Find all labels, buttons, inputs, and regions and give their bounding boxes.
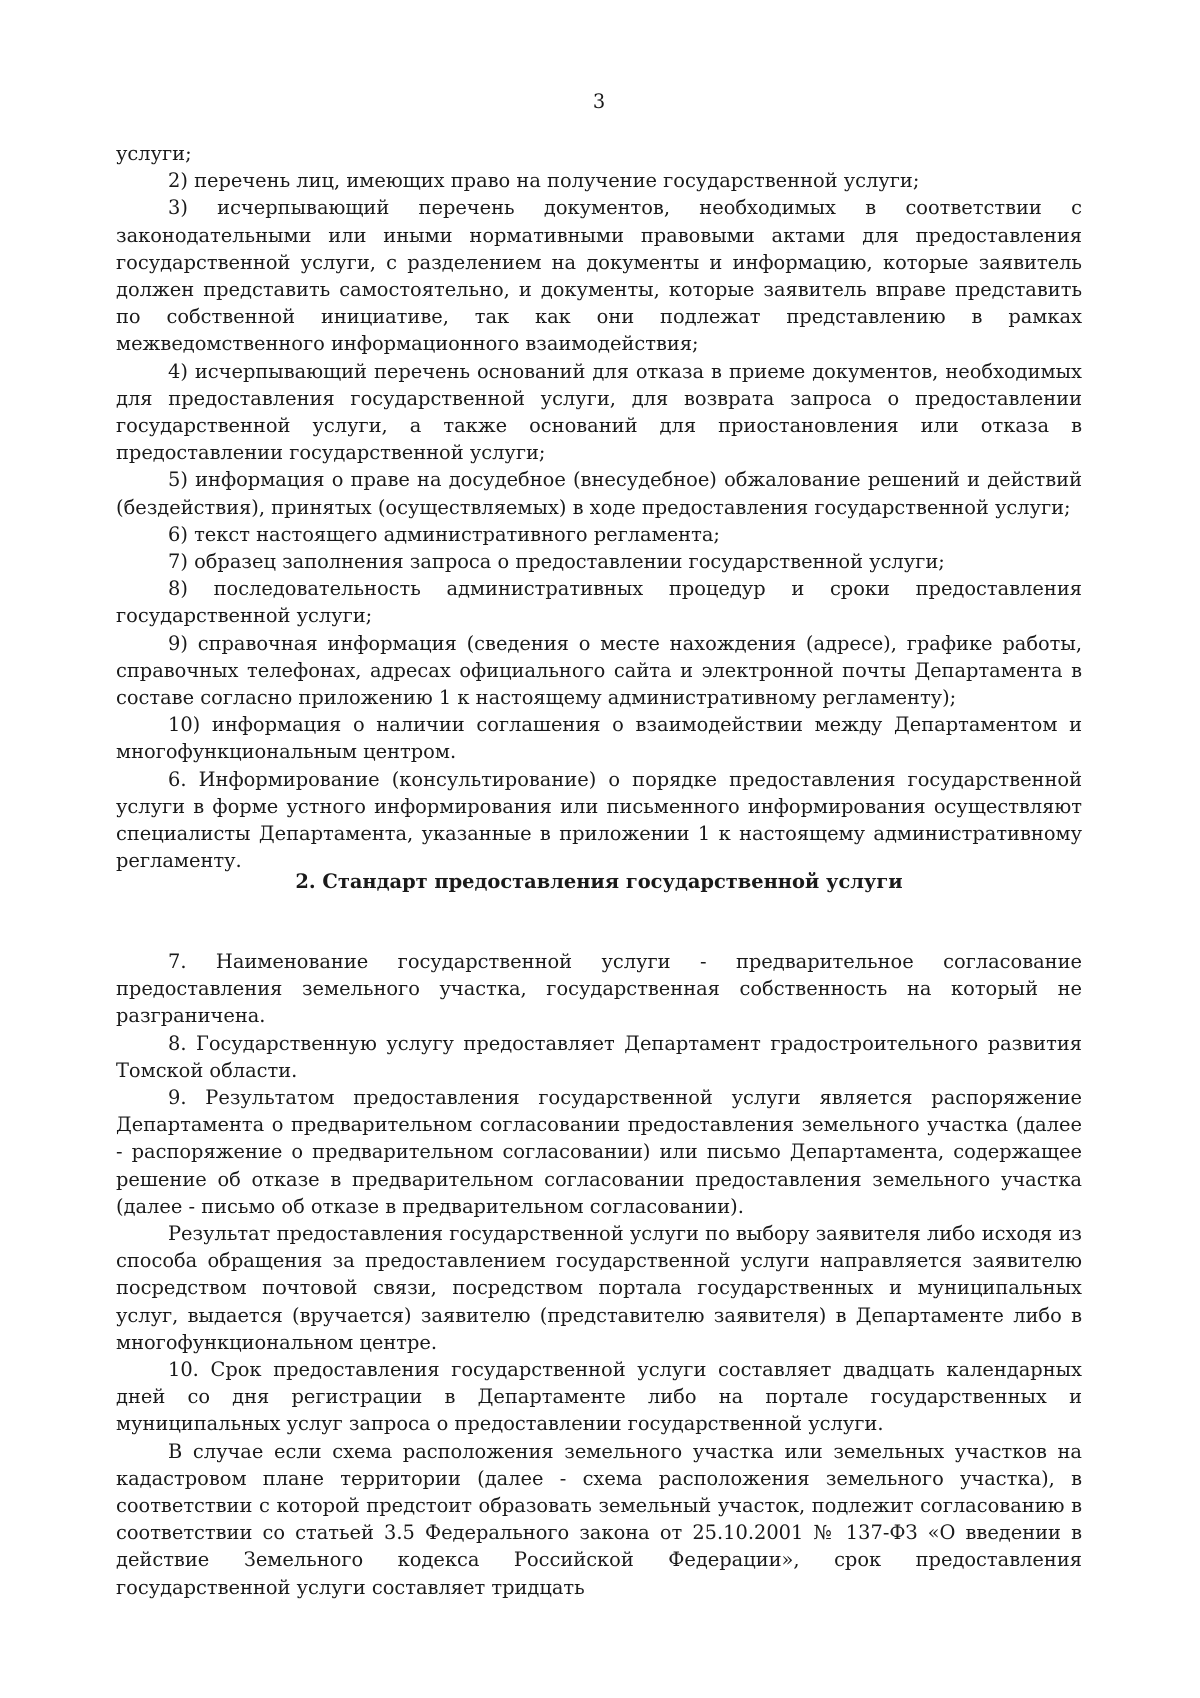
paragraph: Результат предоставления государственной услуги по выбору заявителя либо исходя из способа обращения за предоставлением государственной услуги направляется заявителю посредством почтовой связи, посредством портала государственных и муниципальных услуг, выдается (вручается) заявителю (представителю заявителя) в Департаменте либо в многофункциональном центре.: [116, 1222, 1082, 1354]
paragraph: 8. Государственную услугу предоставляет Департамент градостроительного развития Томской области.: [116, 1031, 1082, 1082]
paragraph: 4) исчерпывающий перечень оснований для отказа в приеме документов, необходимых для предоставления государственной услуги, для возврата запроса о предоставлении государственной услуги, а также оснований для приостановления или отказа в предоставлении государственной услуги;: [116, 359, 1082, 465]
bottom-text-block: [116, 948, 1082, 1601]
paragraph: 9. Результатом предоставления государственной услуги является распоряжение Департамента о предварительном согласовании предоставления земельного участка (далее - распоряжение о предварительном согласовании) или письмо Департамента, содержащее решение об отказе в предварительном согласовании предоставления земельного участка (далее - письмо об отказе в предварительном согласовании).: [116, 1086, 1082, 1218]
paragraph: 10. Срок предоставления государственной услуги составляет двадцать календарных дней со дня регистрации в Департаменте либо на портале государственных и муниципальных услуг запроса о предоставлении государственной услуги.: [116, 1358, 1082, 1436]
paragraph: 6. Информирование (консультирование) о порядке предоставления государственной услуги в форме устного информирования или письменного информирования осуществляют специалисты Департамента, указанные в приложении 1 к настоящему административному регламенту.: [116, 767, 1082, 873]
paragraph: 10) информация о наличии соглашения о взаимодействии между Департаментом и многофункциональным центром.: [116, 713, 1082, 764]
section-heading: 2. Стандарт предоставления государственной услуги: [295, 870, 903, 893]
paragraph: 3) исчерпывающий перечень документов, необходимых в соответствии с законодательными или иными нормативными правовыми актами для предоставления государственной услуги, с разделением на документы и информацию, которые заявитель должен представить самостоятельно, и документы, которые заявитель вправе представить по собственной инициативе, так как они подлежат представлению в рамках межведомственного информационного взаимодействия;: [116, 196, 1082, 356]
page-number: 3: [592, 90, 606, 113]
paragraph: 7. Наименование государственной услуги - предварительное согласование предоставления земельного участка, государственная собственность на который не разграничена.: [116, 950, 1082, 1028]
paragraph: 9) справочная информация (сведения о месте нахождения (адресе), графике работы, справочных телефонах, адресах официального сайта и электронной почты Департамента в составе согласно приложению 1 к настоящему административному регламенту);: [116, 631, 1082, 710]
paragraph: услуги;: [116, 142, 192, 165]
paragraph: 2) перечень лиц, имеющих право на получение государственной услуги;: [168, 169, 920, 193]
paragraph: 7) образец заполнения запроса о предоставлении государственной услуги;: [168, 550, 945, 574]
paragraph: В случае если схема расположения земельного участка или земельных участков на кадастровом плане территории (далее - схема расположения земельного участка), в соответствии с которой предстоит образовать земельный участок, подлежит согласованию в соответствии со статьей 3.5 Федерального закона от 25.10.2001 № 137-ФЗ «О введении в действие Земельного кодекса Российской Федерации», срок предоставления государственной услуги составляет тридцать: [116, 1439, 1082, 1599]
document-page: [116, 0, 1082, 1698]
paragraph: 6) текст настоящего административного регламента;: [168, 522, 720, 546]
top-text-block: [116, 140, 1082, 874]
paragraph: 5) информация о праве на досудебное (внесудебное) обжалование решений и действий (бездействия), принятых (осуществляемых) в ходе предоставления государственной услуги;: [116, 468, 1082, 519]
paragraph: 8) последовательность административных процедур и сроки предоставления государственной услуги;: [116, 577, 1082, 628]
